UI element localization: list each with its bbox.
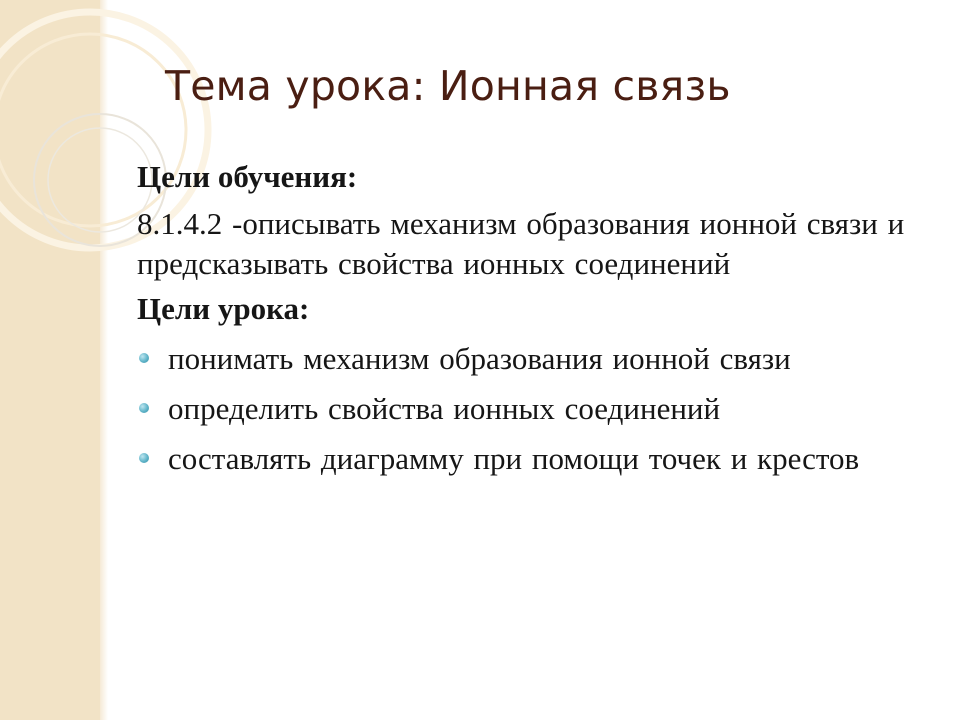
list-item xyxy=(137,338,927,379)
slide-title: Тема урока: Ионная связь xyxy=(165,62,731,110)
bullet-text: определить свойства ионных соединений xyxy=(168,391,721,426)
list-item xyxy=(137,388,927,429)
list-item xyxy=(137,438,927,479)
learning-goals-heading: Цели обучения: xyxy=(137,159,358,194)
learning-goals-text: 8.1.4.2 -описывать механизм образования ионной связи и предсказывать свойства ионных соединений xyxy=(137,206,905,281)
round-bullet-icon xyxy=(139,453,149,463)
bullet-text: понимать механизм образования ионной связи xyxy=(168,341,791,376)
bullet-text: составлять диаграмму при помощи точек и крестов xyxy=(168,441,860,476)
round-bullet-icon xyxy=(139,353,149,363)
round-bullet-icon xyxy=(139,403,149,413)
lesson-goals-list xyxy=(137,338,927,479)
lesson-goals-heading: Цели урока: xyxy=(137,291,310,326)
slide-content xyxy=(137,156,927,488)
